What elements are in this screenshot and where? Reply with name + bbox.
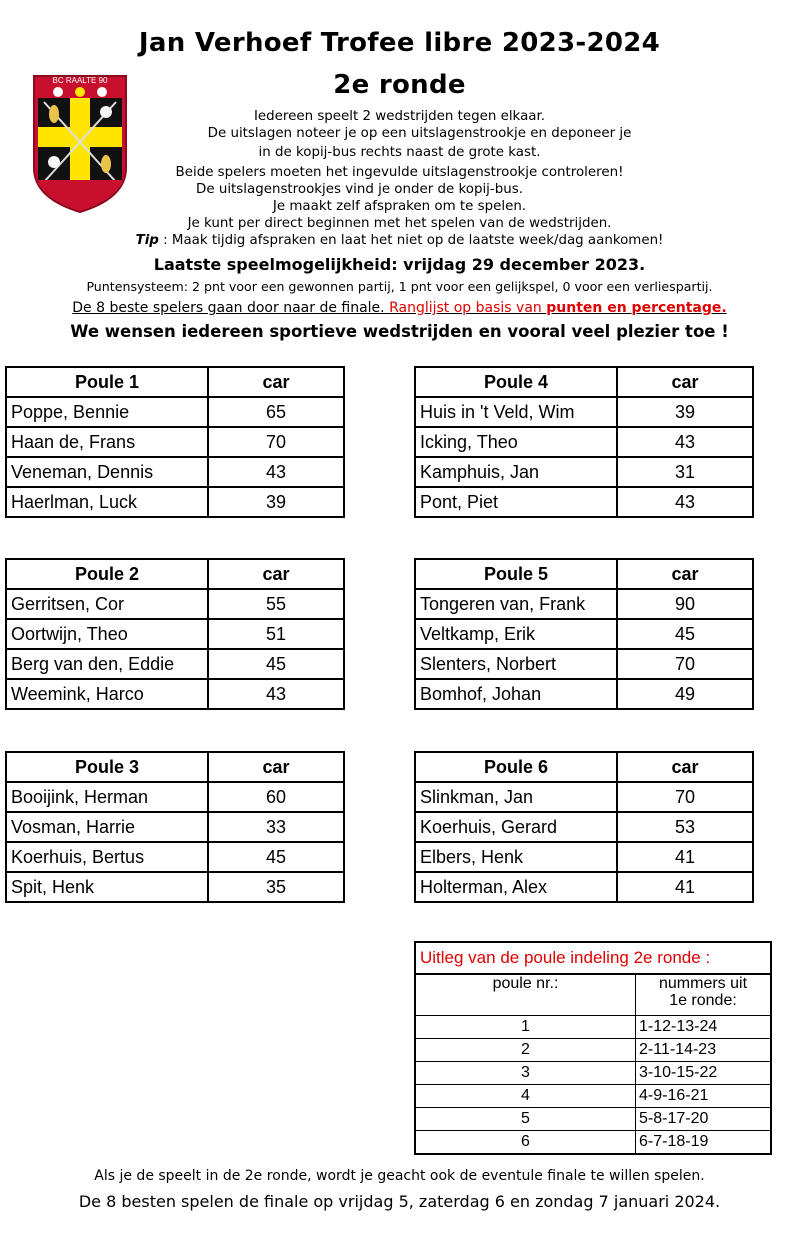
player-name: Weemink, Harco bbox=[6, 679, 208, 709]
player-car: 41 bbox=[617, 872, 753, 902]
car-header: car bbox=[208, 367, 344, 397]
tip-line bbox=[0, 232, 799, 249]
player-name: Kamphuis, Jan bbox=[415, 457, 617, 487]
player-name: Icking, Theo bbox=[415, 427, 617, 457]
player-name: Veneman, Dennis bbox=[6, 457, 208, 487]
uitleg-row bbox=[416, 1062, 770, 1085]
poule-name: Poule 2 bbox=[6, 559, 208, 589]
car-header: car bbox=[208, 559, 344, 589]
player-car: 39 bbox=[208, 487, 344, 517]
finale-note bbox=[0, 300, 799, 317]
player-name: Berg van den, Eddie bbox=[6, 649, 208, 679]
poule-name: Poule 4 bbox=[415, 367, 617, 397]
uitleg-row bbox=[416, 1108, 770, 1131]
player-name: Spit, Henk bbox=[6, 872, 208, 902]
intro-line: De uitslagenstrookjes vind je onder de kopij-bus. bbox=[196, 182, 523, 197]
car-header: car bbox=[617, 752, 753, 782]
uitleg-nummers: 5-8-17-20 bbox=[636, 1108, 771, 1131]
uitleg-poule-nr: 6 bbox=[416, 1131, 636, 1154]
player-car: 45 bbox=[208, 649, 344, 679]
player-car: 33 bbox=[208, 812, 344, 842]
uitleg-poule-nr: 1 bbox=[416, 1016, 636, 1039]
intro-line: Beide spelers moeten het ingevulde uitslagenstrookje controleren! bbox=[175, 165, 624, 180]
uitleg-row bbox=[416, 1131, 770, 1154]
player-car: 43 bbox=[208, 457, 344, 487]
page-title: Jan Verhoef Trofee libre 2023-2024 bbox=[138, 28, 661, 58]
player-name: Haerlman, Luck bbox=[6, 487, 208, 517]
player-name: Veltkamp, Erik bbox=[415, 619, 617, 649]
uitleg-nummers: 1-12-13-24 bbox=[636, 1016, 771, 1039]
intro-line: De uitslagen noteer je op een uitslagenstrookje en deponeer je bbox=[207, 126, 632, 141]
uitleg-box bbox=[414, 941, 772, 1155]
uitleg-row bbox=[416, 1039, 770, 1062]
player-name: Haan de, Frans bbox=[6, 427, 208, 457]
player-name: Poppe, Bennie bbox=[6, 397, 208, 427]
uitleg-poule-nr: 2 bbox=[416, 1039, 636, 1062]
intro-line: Je kunt per direct beginnen met het spelen van de wedstrijden. bbox=[187, 216, 612, 231]
player-car: 60 bbox=[208, 782, 344, 812]
player-name: Bomhof, Johan bbox=[415, 679, 617, 709]
player-car: 70 bbox=[617, 649, 753, 679]
player-name: Tongeren van, Frank bbox=[415, 589, 617, 619]
uitleg-row bbox=[416, 1085, 770, 1108]
player-name: Koerhuis, Bertus bbox=[6, 842, 208, 872]
player-car: 55 bbox=[208, 589, 344, 619]
player-car: 43 bbox=[208, 679, 344, 709]
player-car: 39 bbox=[617, 397, 753, 427]
uitleg-col-nummers-line2: 1e ronde: bbox=[669, 992, 737, 1009]
poule-table bbox=[5, 366, 345, 518]
intro-line: Je maakt zelf afspraken om te spelen. bbox=[272, 199, 527, 214]
player-car: 53 bbox=[617, 812, 753, 842]
wish: We wensen iedereen sportieve wedstrijden en vooral veel plezier toe ! bbox=[70, 322, 729, 341]
uitleg-title: Uitleg van de poule indeling 2e ronde : bbox=[416, 943, 770, 975]
player-car: 43 bbox=[617, 427, 753, 457]
poule-name: Poule 5 bbox=[415, 559, 617, 589]
poule-table bbox=[414, 558, 754, 710]
player-name: Slenters, Norbert bbox=[415, 649, 617, 679]
uitleg-nummers: 4-9-16-21 bbox=[636, 1085, 771, 1108]
deadline: Laatste speelmogelijkheid: vrijdag 29 december 2023. bbox=[153, 255, 646, 274]
player-car: 90 bbox=[617, 589, 753, 619]
uitleg-poule-nr: 3 bbox=[416, 1062, 636, 1085]
poule-name: Poule 6 bbox=[415, 752, 617, 782]
player-car: 70 bbox=[208, 427, 344, 457]
car-header: car bbox=[208, 752, 344, 782]
uitleg-nummers: 2-11-14-23 bbox=[636, 1039, 771, 1062]
uitleg-table bbox=[416, 975, 770, 1153]
points-system: Puntensysteem: 2 pnt voor een gewonnen partij, 1 pnt voor een gelijkspel, 0 voor een verliespartij. bbox=[86, 279, 713, 294]
poule-name: Poule 3 bbox=[6, 752, 208, 782]
page-subtitle: 2e ronde bbox=[333, 70, 466, 100]
uitleg-nummers: 3-10-15-22 bbox=[636, 1062, 771, 1085]
poule-table bbox=[414, 751, 754, 903]
player-name: Pont, Piet bbox=[415, 487, 617, 517]
finale-note-part2: Ranglijst op basis van bbox=[384, 300, 547, 316]
uitleg-poule-nr: 5 bbox=[416, 1108, 636, 1131]
player-car: 65 bbox=[208, 397, 344, 427]
player-car: 45 bbox=[617, 619, 753, 649]
intro-line: in de kopij-bus rechts naast de grote kast. bbox=[258, 145, 541, 160]
footer-line: De 8 besten spelen de finale op vrijdag 5, zaterdag 6 en zondag 7 januari 2024. bbox=[78, 1192, 721, 1211]
player-name: Huis in 't Veld, Wim bbox=[415, 397, 617, 427]
uitleg-poule-nr: 4 bbox=[416, 1085, 636, 1108]
uitleg-col-poule: poule nr.: bbox=[416, 975, 636, 1016]
finale-note-part3: punten en percentage. bbox=[546, 300, 727, 316]
player-name: Elbers, Henk bbox=[415, 842, 617, 872]
uitleg-row bbox=[416, 1016, 770, 1039]
logo-text: BC RAALTE 90 bbox=[52, 76, 108, 85]
player-name: Vosman, Harrie bbox=[6, 812, 208, 842]
player-car: 31 bbox=[617, 457, 753, 487]
player-car: 49 bbox=[617, 679, 753, 709]
player-car: 45 bbox=[208, 842, 344, 872]
intro-line: Iedereen speelt 2 wedstrijden tegen elkaar. bbox=[253, 109, 546, 124]
player-car: 51 bbox=[208, 619, 344, 649]
player-name: Oortwijn, Theo bbox=[6, 619, 208, 649]
footer-line: Als je de speelt in de 2e ronde, wordt je geacht ook de eventule finale te willen spelen. bbox=[94, 1168, 705, 1184]
poule-name: Poule 1 bbox=[6, 367, 208, 397]
finale-note-part1: De 8 beste spelers gaan door naar de finale. bbox=[72, 300, 385, 316]
player-car: 35 bbox=[208, 872, 344, 902]
poule-table bbox=[414, 366, 754, 518]
poule-table bbox=[5, 558, 345, 710]
uitleg-col-nummers bbox=[636, 975, 771, 1016]
player-name: Holterman, Alex bbox=[415, 872, 617, 902]
player-car: 43 bbox=[617, 487, 753, 517]
uitleg-nummers: 6-7-18-19 bbox=[636, 1131, 771, 1154]
player-name: Slinkman, Jan bbox=[415, 782, 617, 812]
player-name: Koerhuis, Gerard bbox=[415, 812, 617, 842]
car-header: car bbox=[617, 559, 753, 589]
car-header: car bbox=[617, 367, 753, 397]
uitleg-col-nummers-line1: nummers uit bbox=[658, 975, 748, 992]
tip-label: Tip bbox=[135, 233, 159, 248]
player-car: 41 bbox=[617, 842, 753, 872]
tip-text: : Maak tijdig afspraken en laat het niet op de laatste week/dag aankomen! bbox=[158, 233, 664, 248]
poule-table bbox=[5, 751, 345, 903]
player-car: 70 bbox=[617, 782, 753, 812]
player-name: Gerritsen, Cor bbox=[6, 589, 208, 619]
player-name: Booijink, Herman bbox=[6, 782, 208, 812]
